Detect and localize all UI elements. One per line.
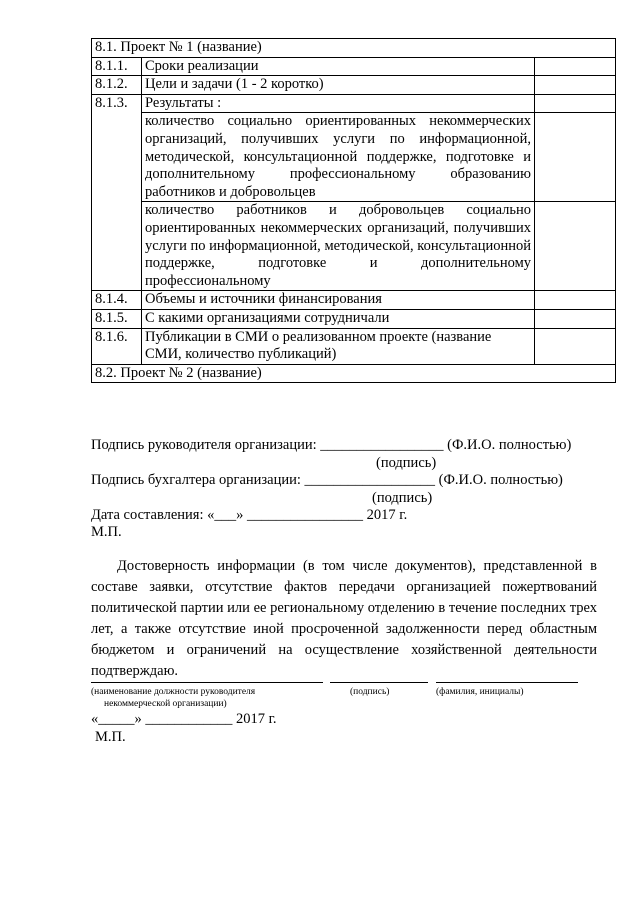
row-number: 8.1.4. — [92, 291, 142, 310]
empty-value-cell[interactable] — [535, 328, 616, 364]
row-label: Цели и задачи (1 - 2 коротко) — [142, 76, 535, 95]
organization-caption: некоммерческой организации) — [104, 699, 227, 709]
empty-value-cell[interactable] — [535, 57, 616, 76]
signature-line — [330, 682, 428, 683]
empty-value-cell[interactable] — [535, 94, 616, 113]
table-row — [92, 57, 616, 76]
table-row — [92, 202, 616, 291]
row-label: Публикации в СМИ о реализованном проекте (название СМИ, количество публикаций) — [142, 328, 535, 364]
row-number: 8.1.5. — [92, 309, 142, 328]
project-report-table — [91, 38, 616, 383]
name-caption: (фамилия, инициалы) — [436, 687, 524, 697]
empty-value-cell[interactable] — [535, 76, 616, 95]
project-1-header: 8.1. Проект № 1 (название) — [92, 39, 616, 58]
row-number: 8.1.6. — [92, 328, 142, 364]
table-row — [92, 113, 616, 202]
confirmation-paragraph — [91, 556, 597, 682]
head-signature-caption: (подпись) — [376, 455, 437, 471]
signature-caption: (подпись) — [350, 687, 390, 697]
empty-value-cell[interactable] — [535, 113, 616, 202]
accountant-signature-line: Подпись бухгалтера организации: __________________ (Ф.И.О. полностью) — [91, 472, 563, 488]
confirmation-text: Достоверность информации (в том числе документов), представленной в составе заявки, отсутствие фактов передачи организацией пожертвований политической партии или ее региональному отделению в течение последних трех лет, а также отсутствие иной просроченной задолженности перед областным бюджетом и ограничений на осуществление хозяйственной деятельности подтверждаю. — [91, 558, 597, 679]
footer-date-line: «_____» ____________ 2017 г. — [91, 711, 277, 727]
row-number: 8.1.1. — [92, 57, 142, 76]
position-signature-line — [91, 682, 323, 683]
table-row — [92, 39, 616, 58]
table-row — [92, 309, 616, 328]
stamp-mark: М.П. — [91, 524, 122, 540]
result-item-1: количество социально ориентированных некоммерческих организаций, получивших услуги по информационной, методической, консультационной поддержке, подготовке и дополнительному профессиональному образованию работников и добровольцев — [142, 113, 535, 202]
result-item-2: количество работников и добровольцев социально ориентированных некоммерческих организаций, получивших услуги по информационной, методической, консультационной поддержке, подготовке и дополнительному профессиональному — [142, 202, 535, 291]
position-caption: (наименование должности руководителя — [91, 687, 256, 697]
table-row — [92, 76, 616, 95]
stamp-mark-footer: М.П. — [95, 729, 126, 745]
empty-value-cell[interactable] — [535, 202, 616, 291]
accountant-signature-caption: (подпись) — [372, 490, 433, 506]
row-number: 8.1.3. — [92, 94, 142, 291]
compilation-date-line: Дата составления: «___» ________________ 2017 г. — [91, 507, 408, 523]
table-row — [92, 328, 616, 364]
empty-value-cell[interactable] — [535, 309, 616, 328]
row-label: Сроки реализации — [142, 57, 535, 76]
head-signature-line: Подпись руководителя организации: _________________ (Ф.И.О. полностью) — [91, 437, 572, 453]
name-line — [436, 682, 578, 683]
row-label: Объемы и источники финансирования — [142, 291, 535, 310]
row-label: Результаты : — [142, 94, 535, 113]
table-row — [92, 291, 616, 310]
table-row — [92, 364, 616, 383]
project-2-header: 8.2. Проект № 2 (название) — [92, 364, 616, 383]
row-label: С какими организациями сотрудничали — [142, 309, 535, 328]
row-number: 8.1.2. — [92, 76, 142, 95]
empty-value-cell[interactable] — [535, 291, 616, 310]
table-row — [92, 94, 616, 113]
